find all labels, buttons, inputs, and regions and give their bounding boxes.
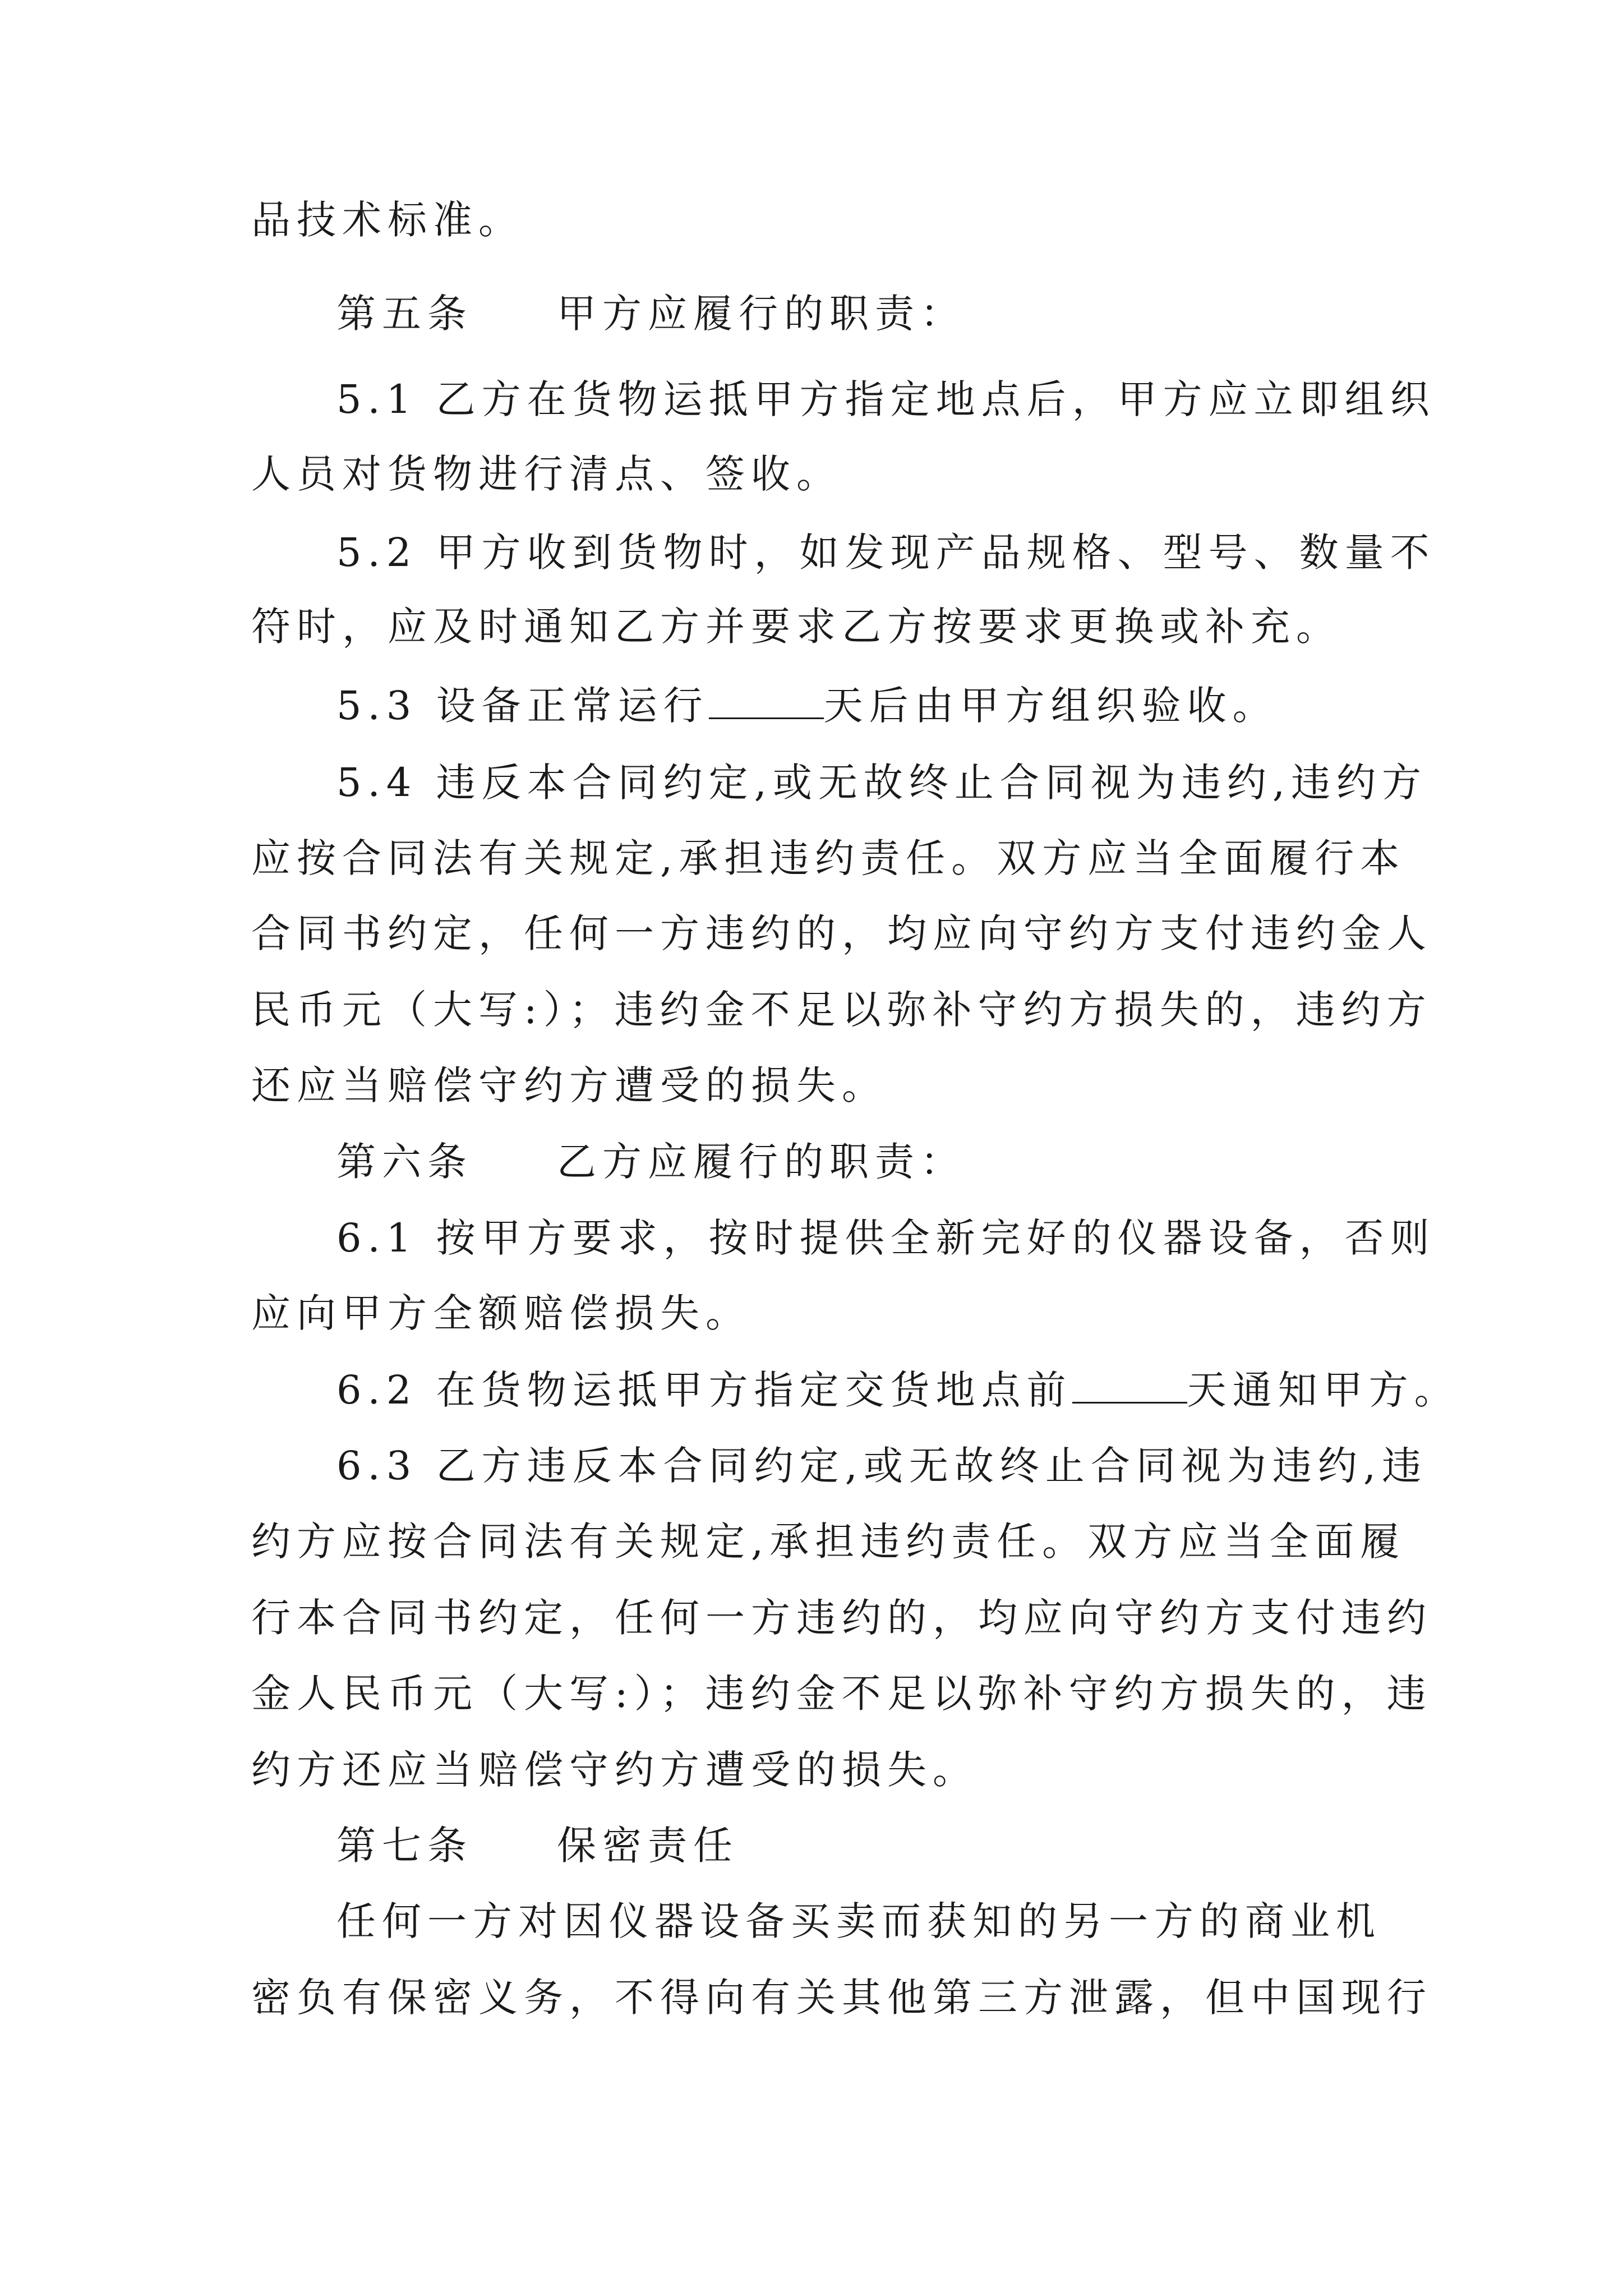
line-text: 符时，应及时通知乙方并要求乙方按要求更换或补充。: [251, 604, 1341, 650]
clause-6-1-line-2: [251, 1285, 751, 1341]
line-text: 人员对货物进行清点、签收。: [251, 451, 842, 497]
line-text: 民币元（大写:）；违约金不足以弥补守约方损失的，违约方: [251, 987, 1432, 1033]
clause-6-3-line-5: [251, 1742, 978, 1798]
line-text: 6.3 乙方违反本合同约定,或无故终止合同视为违约,违: [336, 1443, 1428, 1489]
line-text: 约方应按合同法有关规定,承担违约责任。双方应当全面履: [251, 1519, 1406, 1565]
article-number: 第五条: [336, 291, 473, 337]
article-7-line-1: [336, 1893, 1381, 1949]
clause-5-4-line-5: [251, 1057, 887, 1114]
line-text: 6.2 在货物运抵甲方指定交货地点前: [336, 1367, 1072, 1413]
line-text: 还应当赔偿守约方遭受的损失。: [251, 1062, 887, 1108]
line-text: 5.1 乙方在货物运抵甲方指定地点后，甲方应立即组织: [336, 376, 1436, 422]
article-heading-6: [336, 1134, 966, 1190]
line-text: 合同书约定，任何一方违约的，均应向守约方支付违约金人: [251, 910, 1432, 956]
line-text: 天后由甲方组织验收。: [823, 683, 1278, 729]
line-text: 5.4 违反本合同约定,或无故终止合同视为违约,违约方: [336, 760, 1428, 806]
article-number: 第六条: [336, 1139, 473, 1185]
clause-5-1-line-2: [251, 446, 842, 502]
clause-6-2: [336, 1362, 1460, 1418]
line-text: 应向甲方全额赔偿损失。: [251, 1290, 751, 1336]
article-heading-7: [336, 1818, 739, 1874]
article-heading-5: [336, 286, 966, 342]
line-text: 品技术标准。: [251, 197, 524, 243]
article-7-line-2: [251, 1970, 1432, 2026]
clause-5-4-line-2: [251, 830, 1405, 886]
clause-6-3-line-4: [251, 1665, 1432, 1722]
fill-in-blank: [1072, 1367, 1187, 1404]
clause-5-4-line-3: [251, 905, 1432, 961]
clause-6-3-line-1: [336, 1438, 1427, 1494]
line-text: 应按合同法有关规定,承担违约责任。双方应当全面履行本: [251, 835, 1406, 881]
clause-5-2-line-1: [336, 524, 1436, 581]
article-title: 甲方应履行的职责：: [557, 291, 966, 337]
line-text: 天通知甲方。: [1187, 1367, 1460, 1413]
fill-in-blank: [709, 683, 824, 719]
clause-5-1-line-1: [336, 371, 1436, 427]
line-text: 约方还应当赔偿守约方遭受的损失。: [251, 1747, 978, 1793]
article-title: 保密责任: [557, 1823, 739, 1869]
clause-5-4-line-4: [251, 982, 1432, 1038]
line-text: 5.2 甲方收到货物时，如发现产品规格、型号、数量不: [336, 530, 1436, 576]
line-text: 金人民币元（大写:）；违约金不足以弥补守约方损失的，违: [251, 1671, 1432, 1717]
line-text: 密负有保密义务，不得向有关其他第三方泄露，但中国现行: [251, 1975, 1432, 2021]
clause-5-3: [336, 678, 1278, 734]
clause-5-2-line-2: [251, 599, 1341, 655]
clause-5-4-line-1: [336, 754, 1427, 811]
text-line: [251, 192, 524, 248]
clause-6-3-line-2: [251, 1513, 1405, 1570]
line-text: 任何一方对因仪器设备买卖而获知的另一方的商业机: [336, 1898, 1381, 1944]
article-title: 乙方应履行的职责：: [557, 1139, 966, 1185]
line-text: 6.1 按甲方要求，按时提供全新完好的仪器设备，否则: [336, 1215, 1436, 1261]
line-text: 行本合同书约定，任何一方违约的，均应向守约方支付违约: [251, 1595, 1432, 1641]
line-text: 5.3 设备正常运行: [336, 683, 709, 729]
article-number: 第七条: [336, 1823, 473, 1869]
clause-6-3-line-3: [251, 1590, 1432, 1646]
clause-6-1-line-1: [336, 1210, 1436, 1266]
